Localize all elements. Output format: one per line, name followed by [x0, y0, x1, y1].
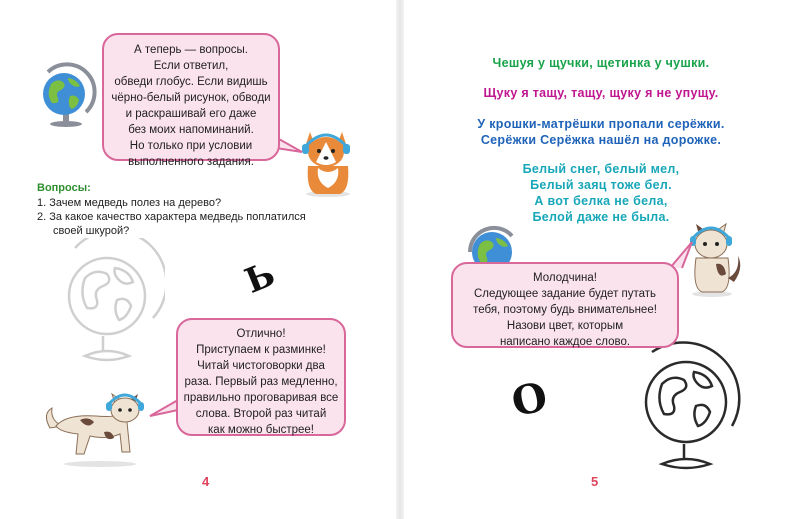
bubble-line: Отлично! — [236, 328, 286, 340]
tongue-twister-line: Серёжки Серёжка нашёл на дорожке. — [480, 133, 722, 147]
bubble-line: написано каждое слово. — [499, 336, 631, 348]
cat-with-headphones-icon — [40, 388, 152, 468]
bubble-line: Если ответил, — [153, 60, 229, 72]
tongue-twister-line: Белый заяц тоже бел. — [530, 178, 672, 192]
bubble-line: тебя, поэтому будь внимательнее! — [473, 304, 657, 316]
page-number: 4 — [202, 474, 210, 489]
book-gutter — [396, 0, 404, 519]
bubble-line: чёрно-белый рисунок, обводи — [111, 92, 271, 104]
bubble-line: раза. Первый раз медленно, — [184, 376, 338, 388]
bubble-line: правильно проговаривая все — [183, 392, 339, 404]
tongue-twister-line: А вот белка не бела, — [534, 194, 668, 208]
instruction-bubble-questions — [102, 33, 280, 168]
tongue-twister-line: Белый снег, белый мел, — [522, 162, 680, 176]
bubble-line: Назови цвет, которым — [506, 320, 624, 332]
tongue-twister-line: Белой даже не была. — [532, 210, 670, 224]
globe-icon — [36, 62, 98, 128]
bubble-line: выполненного задания. — [128, 156, 254, 168]
question-item-continuation: своей шкурой? — [53, 225, 130, 237]
question-item: 1. Зачем медведь полез на дерево? — [37, 197, 222, 209]
tongue-twister-line: Чешуя у щучки, щетинка у чушки. — [492, 56, 710, 70]
bubble-line: Молодчина! — [533, 272, 597, 284]
bubble-line: Приступаем к разминке! — [196, 344, 326, 356]
outline-globe-icon — [55, 238, 165, 368]
bubble-line: Читай чистоговорки два — [197, 360, 325, 372]
bubble-line: обведи глобус. Если видишь — [114, 76, 268, 88]
bubble-line: Но только при условии — [129, 140, 253, 152]
tongue-twister-line: Щуку я тащу, тащу, щуку я не упущу. — [483, 86, 719, 100]
decorative-letter: Ь — [239, 254, 281, 302]
bubble-line: без моих напоминаний. — [128, 124, 254, 136]
questions-section — [37, 181, 337, 238]
bubble-line: Следующее задание будет путать — [473, 288, 657, 300]
instruction-bubble-colors — [451, 262, 679, 348]
bubble-line: слова. Второй раз читай — [195, 408, 327, 420]
decorative-letter: О — [507, 372, 552, 427]
bubble-line: А теперь — вопросы. — [134, 44, 248, 56]
question-item: 2. За какое качество характера медведь поплатился — [37, 211, 306, 223]
page-number: 5 — [591, 474, 599, 489]
outline-globe-icon — [628, 340, 748, 476]
instruction-bubble-warmup — [176, 318, 346, 436]
bubble-line: как можно быстрее! — [208, 424, 314, 436]
questions-title: Вопросы: — [37, 182, 91, 194]
tongue-twister-line: У крошки-матрёшки пропали серёжки. — [477, 117, 725, 131]
bubble-line: и раскрашивай его даже — [125, 108, 257, 120]
